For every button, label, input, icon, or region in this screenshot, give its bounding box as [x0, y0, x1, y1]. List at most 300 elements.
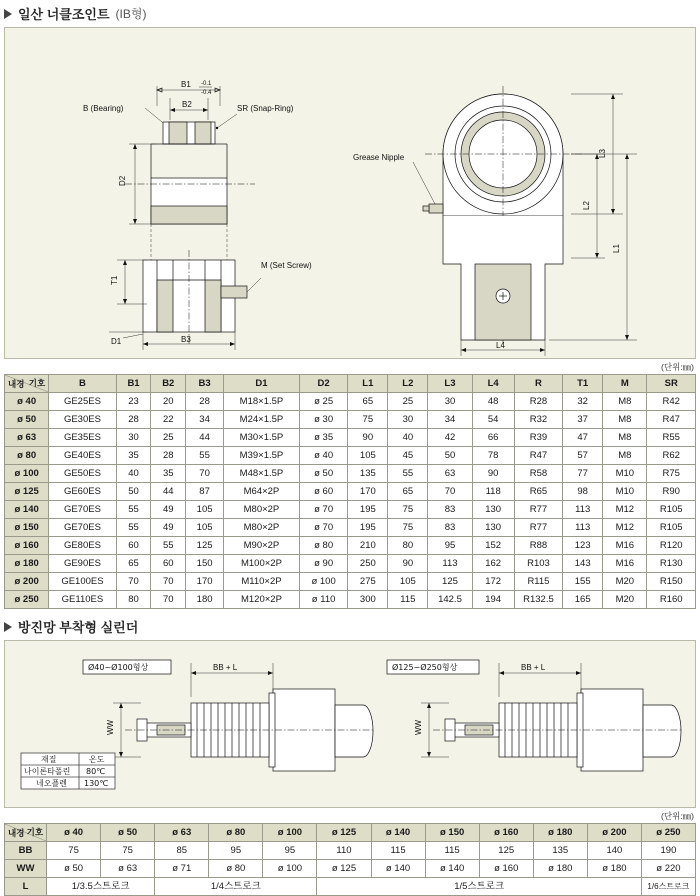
cell: 83 [428, 519, 472, 537]
label-ww-left: WW [106, 719, 115, 735]
cell: ø 25 [299, 393, 347, 411]
material-cell-0-1: 80℃ [86, 767, 106, 776]
table-row [5, 501, 696, 519]
label-d2: D2 [118, 175, 127, 186]
cell: 152 [472, 537, 514, 555]
label-l4: L4 [496, 341, 505, 350]
cell: 30 [428, 393, 472, 411]
col-header-b2: B2 [151, 375, 186, 393]
table-row [5, 519, 696, 537]
cell: 90 [388, 555, 428, 573]
label-b3: B3 [181, 335, 191, 344]
cell: 190 [641, 842, 695, 860]
label-ww-right: WW [414, 719, 423, 735]
cell: 95 [428, 537, 472, 555]
cell: ø 125 [317, 860, 371, 878]
col2-header-80: ø 80 [209, 824, 263, 842]
cell: 66 [472, 429, 514, 447]
cell: M8 [603, 447, 647, 465]
cell: 40 [388, 429, 428, 447]
cell: 28 [186, 393, 224, 411]
stroke-group-4: 1/6스트로크 [641, 878, 695, 896]
table-row [5, 483, 696, 501]
cell: 105 [186, 519, 224, 537]
row-bore: ø 125 [5, 483, 49, 501]
cell: R28 [514, 393, 562, 411]
diagram-bellows-cylinder [4, 640, 696, 808]
label-set-screw: M (Set Screw) [261, 261, 312, 270]
col-header-l2: L2 [388, 375, 428, 393]
cell: 170 [186, 573, 224, 591]
cell: 47 [563, 429, 603, 447]
col2-header-63: ø 63 [155, 824, 209, 842]
cell: 105 [388, 573, 428, 591]
cell: 115 [425, 842, 479, 860]
cell: R77 [514, 519, 562, 537]
cell: ø 70 [299, 501, 347, 519]
col-header-r: R [514, 375, 562, 393]
cell: 20 [151, 393, 186, 411]
row2-label-l: L [5, 878, 47, 896]
cell: 70 [116, 573, 151, 591]
cell: R132.5 [514, 591, 562, 609]
cell: R105 [647, 519, 696, 537]
cell: M90×2P [224, 537, 300, 555]
section-title-subtitle: (IB형) [115, 7, 147, 21]
cell: 63 [428, 465, 472, 483]
cell: 55 [151, 537, 186, 555]
cell: GE30ES [49, 411, 116, 429]
section-title-bellows-cylinder [0, 613, 700, 640]
col-header-l3: L3 [428, 375, 472, 393]
table-row [5, 860, 696, 878]
cell: ø 30 [299, 411, 347, 429]
cell: ø 160 [479, 860, 533, 878]
col-header-d1: D1 [224, 375, 300, 393]
material-cell-1-0: 네오플렌 [36, 779, 67, 788]
row-bore: ø 63 [5, 429, 49, 447]
table2-corner-header [5, 824, 47, 842]
cell: M12 [603, 519, 647, 537]
cell: 55 [116, 519, 151, 537]
row-bore: ø 200 [5, 573, 49, 591]
label-l3: L3 [598, 149, 607, 158]
cell: ø 180 [533, 860, 587, 878]
table-row [5, 591, 696, 609]
cell: 40 [116, 465, 151, 483]
material-cell-1-1: 130℃ [84, 779, 109, 788]
cell: 113 [563, 519, 603, 537]
cell: GE40ES [49, 447, 116, 465]
cell: ø 40 [299, 447, 347, 465]
cell: ø 71 [155, 860, 209, 878]
cell: GE80ES [49, 537, 116, 555]
cell: 75 [101, 842, 155, 860]
cell: 49 [151, 519, 186, 537]
col-header-m: M [603, 375, 647, 393]
label-snap-ring: SR (Snap-Ring) [237, 104, 294, 113]
cell: 54 [472, 411, 514, 429]
cell: 105 [186, 501, 224, 519]
cell: M10 [603, 465, 647, 483]
cell: 110 [317, 842, 371, 860]
label-l2: L2 [582, 201, 591, 210]
cell: 57 [563, 447, 603, 465]
label-bb-plus-l: BB + L [213, 663, 238, 672]
col2-header-150: ø 150 [425, 824, 479, 842]
unit-note-1: (단위:㎜) [661, 362, 694, 372]
cell: GE70ES [49, 501, 116, 519]
cell: 195 [348, 501, 388, 519]
cell: 70 [186, 465, 224, 483]
cell: 275 [348, 573, 388, 591]
cell: ø 50 [47, 860, 101, 878]
row-bore: ø 40 [5, 393, 49, 411]
cell: GE60ES [49, 483, 116, 501]
cell: R120 [647, 537, 696, 555]
cell: R47 [514, 447, 562, 465]
material-table-group [21, 753, 115, 789]
cell: 98 [563, 483, 603, 501]
cell: 37 [563, 411, 603, 429]
label-l1: L1 [612, 244, 621, 253]
label-bearing: B (Bearing) [83, 104, 124, 113]
cell: 143 [563, 555, 603, 573]
cell: GE25ES [49, 393, 116, 411]
cell: 125 [186, 537, 224, 555]
cell: M80×2P [224, 501, 300, 519]
cell: 48 [472, 393, 514, 411]
cell: M24×1.5P [224, 411, 300, 429]
cell: 70 [428, 483, 472, 501]
cell: 125 [428, 573, 472, 591]
cell: GE50ES [49, 465, 116, 483]
cell: GE35ES [49, 429, 116, 447]
cell: 75 [388, 519, 428, 537]
col-header-t1: T1 [563, 375, 603, 393]
label-b2: B2 [182, 100, 192, 109]
cell: 45 [388, 447, 428, 465]
col2-header-40: ø 40 [47, 824, 101, 842]
cell: 118 [472, 483, 514, 501]
cell: 55 [388, 465, 428, 483]
row-bore: ø 100 [5, 465, 49, 483]
cell: 75 [388, 501, 428, 519]
cell: 55 [186, 447, 224, 465]
cell: GE90ES [49, 555, 116, 573]
cell: 78 [472, 447, 514, 465]
cell: 44 [151, 483, 186, 501]
col2-header-160: ø 160 [479, 824, 533, 842]
label-t1: T1 [110, 275, 119, 285]
cell: R62 [647, 447, 696, 465]
cell: M39×1.5P [224, 447, 300, 465]
cell: 77 [563, 465, 603, 483]
col-header-b3: B3 [186, 375, 224, 393]
row-bore: ø 50 [5, 411, 49, 429]
cell: M30×1.5P [224, 429, 300, 447]
table-corner-header [5, 375, 49, 393]
cell: ø 140 [371, 860, 425, 878]
table-row [5, 447, 696, 465]
cell: ø 80 [209, 860, 263, 878]
cell: 34 [428, 411, 472, 429]
cell: 125 [479, 842, 533, 860]
cell: M48×1.5P [224, 465, 300, 483]
col2-header-125: ø 125 [317, 824, 371, 842]
cell: 87 [186, 483, 224, 501]
col2-header-50: ø 50 [101, 824, 155, 842]
table-row [5, 393, 696, 411]
cell: ø 140 [425, 860, 479, 878]
label-d1: D1 [111, 337, 122, 346]
cell: M16 [603, 537, 647, 555]
cell: 85 [155, 842, 209, 860]
cell: ø 180 [587, 860, 641, 878]
cell: 150 [186, 555, 224, 573]
corner-label-symbol: 기호 [28, 378, 46, 388]
cell: R115 [514, 573, 562, 591]
cell: M8 [603, 411, 647, 429]
row-bore: ø 80 [5, 447, 49, 465]
cell: 50 [116, 483, 151, 501]
col-header-d2: D2 [299, 375, 347, 393]
table-bellows-dimensions [4, 823, 696, 896]
cell: 65 [116, 555, 151, 573]
col2-header-140: ø 140 [371, 824, 425, 842]
cell: 90 [348, 429, 388, 447]
row-bore: ø 180 [5, 555, 49, 573]
triangle-bullet-icon-2 [4, 622, 12, 632]
cell: 55 [116, 501, 151, 519]
cell: 210 [348, 537, 388, 555]
cell: 35 [116, 447, 151, 465]
cell: 23 [116, 393, 151, 411]
col-header-b: B [49, 375, 116, 393]
col-header-b1: B1 [116, 375, 151, 393]
cell: 194 [472, 591, 514, 609]
cell: R65 [514, 483, 562, 501]
row2-label-bb: BB [5, 842, 47, 860]
cell: 32 [563, 393, 603, 411]
cell: 75 [348, 411, 388, 429]
row-bore: ø 150 [5, 519, 49, 537]
col2-header-180: ø 180 [533, 824, 587, 842]
cell: 25 [151, 429, 186, 447]
cell: 130 [472, 519, 514, 537]
cell: 60 [151, 555, 186, 573]
col-header-l4: L4 [472, 375, 514, 393]
cell: ø 80 [299, 537, 347, 555]
cell: 195 [348, 519, 388, 537]
label-right-shape-note: Ø125~Ø250형상 [392, 663, 458, 672]
cell: R42 [647, 393, 696, 411]
cell: 113 [428, 555, 472, 573]
cell: R39 [514, 429, 562, 447]
section-title-text: 일산 너클조인트 [18, 7, 110, 22]
cell: M64×2P [224, 483, 300, 501]
cell: 250 [348, 555, 388, 573]
cell: 35 [151, 465, 186, 483]
cell: 162 [472, 555, 514, 573]
cell: R103 [514, 555, 562, 573]
cell: 90 [472, 465, 514, 483]
cell: 28 [151, 447, 186, 465]
label-grease-nipple: Grease Nipple [353, 153, 405, 162]
cell: 80 [388, 537, 428, 555]
cell: 44 [186, 429, 224, 447]
cell: 155 [563, 573, 603, 591]
cell: M80×2P [224, 519, 300, 537]
row-bore: ø 160 [5, 537, 49, 555]
cell: 115 [388, 591, 428, 609]
cell: GE110ES [49, 591, 116, 609]
col2-header-250: ø 250 [641, 824, 695, 842]
label-left-shape-note: Ø40~Ø100형상 [88, 663, 149, 672]
cell: R77 [514, 501, 562, 519]
cell: M12 [603, 501, 647, 519]
cell: 115 [371, 842, 425, 860]
cell: GE100ES [49, 573, 116, 591]
cell: ø 60 [299, 483, 347, 501]
cell: M120×2P [224, 591, 300, 609]
cell: R130 [647, 555, 696, 573]
cell: R55 [647, 429, 696, 447]
cell: M20 [603, 573, 647, 591]
cell: M18×1.5P [224, 393, 300, 411]
cell: 30 [116, 429, 151, 447]
cell: ø 100 [263, 860, 317, 878]
table-knuckle-joint-specs [4, 374, 696, 609]
material-header-0: 재질 [41, 755, 57, 764]
cell: R160 [647, 591, 696, 609]
cell: 65 [388, 483, 428, 501]
cell: 180 [186, 591, 224, 609]
label-tol-bottom: -0.4 [201, 90, 212, 96]
cell: ø 110 [299, 591, 347, 609]
cell: M8 [603, 393, 647, 411]
table-row [5, 842, 696, 860]
cell: 95 [209, 842, 263, 860]
cell: 65 [348, 393, 388, 411]
col2-header-100: ø 100 [263, 824, 317, 842]
cell: R150 [647, 573, 696, 591]
corner2-label-symbol: 기호 [26, 827, 44, 837]
cell: 22 [151, 411, 186, 429]
diagram-knuckle-joint [4, 27, 696, 359]
table-row [5, 465, 696, 483]
cell: 135 [533, 842, 587, 860]
cell: 75 [47, 842, 101, 860]
cell: 42 [428, 429, 472, 447]
stroke-group-2: 1/4스트로크 [155, 878, 317, 896]
table-row [5, 573, 696, 591]
cell: 140 [587, 842, 641, 860]
col-header-sr: SR [647, 375, 696, 393]
stroke-group-1: 1/3.5스트로크 [47, 878, 155, 896]
cell: M100×2P [224, 555, 300, 573]
cell: 34 [186, 411, 224, 429]
table-row [5, 537, 696, 555]
cell: ø 35 [299, 429, 347, 447]
table-row [5, 429, 696, 447]
label-tol-top: -0.1 [201, 81, 212, 87]
cell: 172 [472, 573, 514, 591]
cell: M110×2P [224, 573, 300, 591]
cell: M8 [603, 429, 647, 447]
cell: M10 [603, 483, 647, 501]
cell: R75 [647, 465, 696, 483]
section-title-knuckle-joint [0, 0, 700, 27]
cell: ø 100 [299, 573, 347, 591]
cell: R47 [647, 411, 696, 429]
cell: 130 [472, 501, 514, 519]
section-title-text-2: 방진망 부착형 실린더 [18, 620, 139, 635]
cell: M20 [603, 591, 647, 609]
cell: 83 [428, 501, 472, 519]
material-header-1: 온도 [89, 755, 105, 764]
cell: GE70ES [49, 519, 116, 537]
table-row [5, 878, 696, 896]
row-bore: ø 140 [5, 501, 49, 519]
cell: 25 [388, 393, 428, 411]
cell: 70 [151, 573, 186, 591]
corner2-label-bore: 내경 [8, 828, 25, 838]
label-b1: B1 [181, 80, 191, 89]
cell: 50 [428, 447, 472, 465]
cell: 135 [348, 465, 388, 483]
cell: ø 70 [299, 519, 347, 537]
label-bb-plus-l-right: BB + L [521, 663, 546, 672]
triangle-bullet-icon [4, 9, 12, 19]
cell: 142.5 [428, 591, 472, 609]
row2-label-ww: WW [5, 860, 47, 878]
unit-note-2: (단위:㎜) [661, 811, 694, 821]
cell: ø 50 [299, 465, 347, 483]
material-cell-0-0: 나이론타폴린 [24, 767, 71, 776]
cell: 113 [563, 501, 603, 519]
table-row [5, 555, 696, 573]
cell: 70 [151, 591, 186, 609]
row-bore: ø 250 [5, 591, 49, 609]
cell: M16 [603, 555, 647, 573]
stroke-group-3: 1/5스트로크 [317, 878, 641, 896]
cell: 80 [116, 591, 151, 609]
cell: 30 [388, 411, 428, 429]
cell: 170 [348, 483, 388, 501]
cell: 28 [116, 411, 151, 429]
cell: 95 [263, 842, 317, 860]
cell: R105 [647, 501, 696, 519]
cell: R32 [514, 411, 562, 429]
table-row [5, 411, 696, 429]
cell: 300 [348, 591, 388, 609]
cell: R90 [647, 483, 696, 501]
cell: ø 90 [299, 555, 347, 573]
corner-label-bore: 내경 [8, 379, 25, 389]
cell: 105 [348, 447, 388, 465]
col2-header-200: ø 200 [587, 824, 641, 842]
cell: R58 [514, 465, 562, 483]
cell: 60 [116, 537, 151, 555]
cell: ø 220 [641, 860, 695, 878]
col-header-l1: L1 [348, 375, 388, 393]
cell: R88 [514, 537, 562, 555]
cell: ø 63 [101, 860, 155, 878]
cell: 123 [563, 537, 603, 555]
cell: 49 [151, 501, 186, 519]
cell: 165 [563, 591, 603, 609]
